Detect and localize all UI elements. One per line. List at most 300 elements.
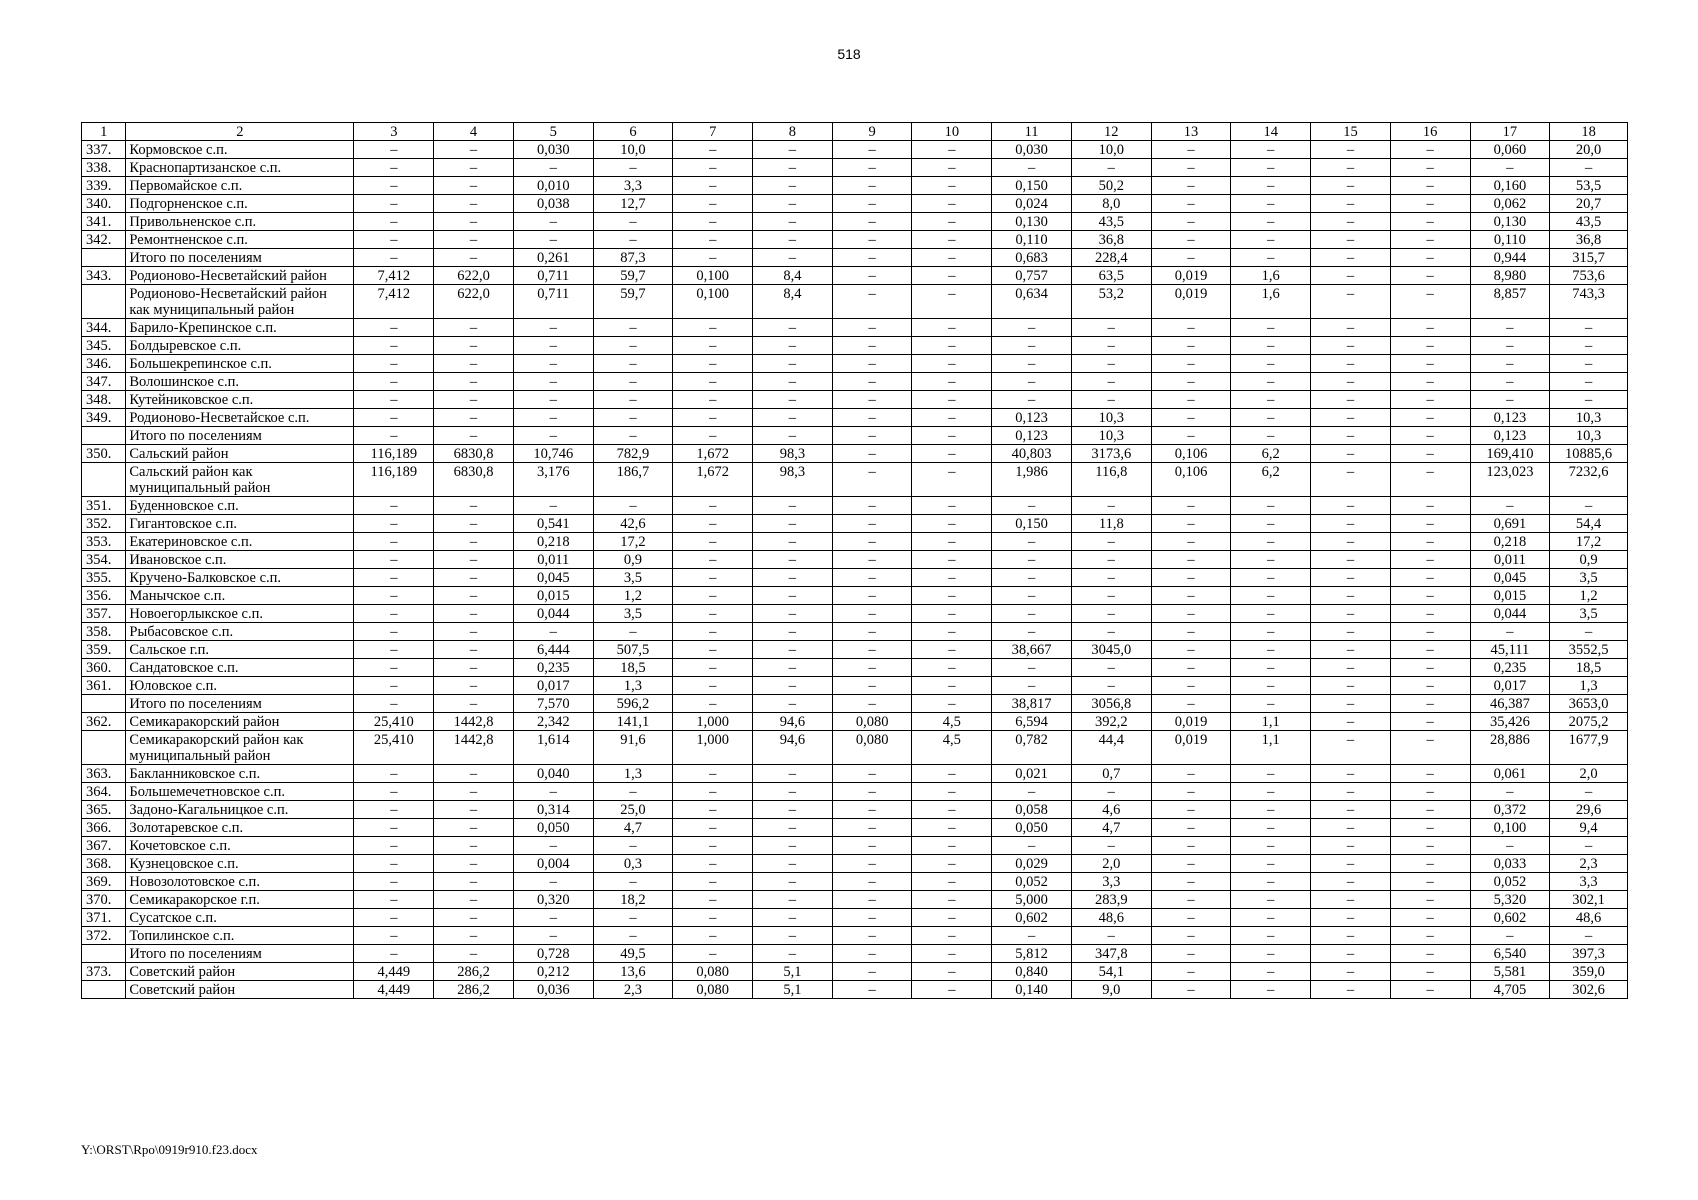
value-cell: – [354,373,434,391]
value-cell: – [992,783,1072,801]
value-cell: – [513,319,593,337]
value-cell: – [673,587,753,605]
value-cell: – [1311,551,1391,569]
column-number-header: 12 [1071,123,1151,141]
value-cell: – [1390,587,1470,605]
value-cell: – [832,837,912,855]
value-cell: – [1071,605,1151,623]
table-row [82,731,1628,765]
table-row [82,355,1628,373]
municipality-name: Итого по поселениям [126,427,354,445]
value-cell: – [354,355,434,373]
value-cell: 18,5 [1550,659,1628,677]
value-cell: 397,3 [1550,945,1628,963]
value-cell: – [832,533,912,551]
value-cell: 228,4 [1071,249,1151,267]
value-cell: – [1231,641,1311,659]
municipality-name: Большемечетновское с.п. [126,783,354,801]
value-cell: 0,038 [513,195,593,213]
value-cell: – [753,373,833,391]
value-cell: – [434,319,514,337]
value-cell: – [912,855,992,873]
row-number: 338. [82,159,126,177]
value-cell: – [1311,159,1391,177]
value-cell: – [753,551,833,569]
value-cell: – [593,427,673,445]
value-cell: – [1151,981,1231,999]
value-cell: – [513,623,593,641]
value-cell: – [673,569,753,587]
value-cell: – [1071,533,1151,551]
value-cell: 0,110 [992,231,1072,249]
value-cell: – [354,231,434,249]
value-cell: – [753,873,833,891]
value-cell: 43,5 [1071,213,1151,231]
value-cell: 0,235 [1470,659,1550,677]
value-cell: – [354,551,434,569]
value-cell: – [753,141,833,159]
value-cell: – [434,177,514,195]
table-row [82,533,1628,551]
value-cell: 0,372 [1470,801,1550,819]
value-cell: 3173,6 [1071,445,1151,463]
value-cell: – [434,677,514,695]
value-cell: 0,3 [593,855,673,873]
value-cell: 0,080 [673,963,753,981]
value-cell: – [673,677,753,695]
value-cell: 29,6 [1550,801,1628,819]
row-number [82,249,126,267]
column-number-header: 7 [673,123,753,141]
value-cell: – [354,587,434,605]
value-cell: 0,634 [992,285,1072,319]
value-cell: – [912,623,992,641]
value-cell: 1,6 [1231,285,1311,319]
value-cell: 4,6 [1071,801,1151,819]
value-cell: – [1231,855,1311,873]
value-cell: – [1470,159,1550,177]
value-cell: – [912,497,992,515]
value-cell: – [354,213,434,231]
value-cell: 315,7 [1550,249,1628,267]
value-cell: – [1231,765,1311,783]
value-cell: – [354,623,434,641]
value-cell: – [1151,765,1231,783]
municipality-name: Итого по поселениям [126,695,354,713]
value-cell: – [912,765,992,783]
value-cell: 0,015 [513,587,593,605]
value-cell: – [513,497,593,515]
value-cell: 3,5 [593,605,673,623]
column-number-header: 14 [1231,123,1311,141]
value-cell: – [832,195,912,213]
value-cell: – [1071,391,1151,409]
value-cell: – [832,213,912,231]
table-row [82,695,1628,713]
value-cell: – [912,177,992,195]
value-cell: – [354,337,434,355]
value-cell: 5,812 [992,945,1072,963]
value-cell: 0,045 [513,569,593,587]
value-cell: – [1231,801,1311,819]
value-cell: 6,594 [992,713,1072,731]
value-cell: – [434,551,514,569]
value-cell: 0,691 [1470,515,1550,533]
row-number: 368. [82,855,126,873]
value-cell: – [673,855,753,873]
value-cell: – [1470,319,1550,337]
value-cell: – [832,231,912,249]
value-cell: 0,080 [673,981,753,999]
value-cell: 1,1 [1231,713,1311,731]
value-cell: – [912,783,992,801]
value-cell: – [354,837,434,855]
value-cell: 0,019 [1151,267,1231,285]
value-cell: – [1071,319,1151,337]
value-cell: – [434,409,514,427]
value-cell: – [434,659,514,677]
table-row [82,819,1628,837]
value-cell: – [1151,249,1231,267]
value-cell: – [1311,891,1391,909]
value-cell: – [354,927,434,945]
value-cell: – [1390,249,1470,267]
value-cell: 0,261 [513,249,593,267]
value-cell: – [1390,515,1470,533]
value-cell: – [434,837,514,855]
value-cell: 2,3 [593,981,673,999]
value-cell: – [1151,533,1231,551]
value-cell: – [832,445,912,463]
value-cell: – [1390,819,1470,837]
row-number: 346. [82,355,126,373]
value-cell: – [434,945,514,963]
value-cell: 1442,8 [434,731,514,765]
value-cell: – [832,605,912,623]
value-cell: 10,3 [1071,409,1151,427]
value-cell: 48,6 [1550,909,1628,927]
value-cell: 0,602 [992,909,1072,927]
table-row [82,641,1628,659]
value-cell: 59,7 [593,267,673,285]
value-cell: – [1390,677,1470,695]
value-cell: – [912,873,992,891]
row-number: 347. [82,373,126,391]
value-cell: 0,019 [1151,713,1231,731]
value-cell: 10,3 [1550,409,1628,427]
value-cell: – [832,963,912,981]
row-number: 352. [82,515,126,533]
value-cell: 12,7 [593,195,673,213]
value-cell: 0,061 [1470,765,1550,783]
value-cell: – [912,677,992,695]
value-cell: – [992,605,1072,623]
value-cell: 3,5 [1550,569,1628,587]
value-cell: 36,8 [1071,231,1151,249]
value-cell: 0,058 [992,801,1072,819]
value-cell: – [354,249,434,267]
value-cell: – [1390,551,1470,569]
value-cell: – [992,497,1072,515]
value-cell: – [1550,337,1628,355]
value-cell: – [753,837,833,855]
value-cell: – [1151,551,1231,569]
row-number: 362. [82,713,126,731]
column-number-header: 8 [753,123,833,141]
table-row [82,445,1628,463]
value-cell: – [1550,373,1628,391]
municipality-name: Кузнецовское с.п. [126,855,354,873]
value-cell: – [1071,783,1151,801]
value-cell: – [1390,623,1470,641]
value-cell: 6830,8 [434,463,514,497]
value-cell: – [912,391,992,409]
value-cell: 0,320 [513,891,593,909]
value-cell: 6,444 [513,641,593,659]
value-cell: – [1151,141,1231,159]
value-cell: – [912,551,992,569]
value-cell: – [434,873,514,891]
value-cell: 0,218 [513,533,593,551]
value-cell: – [1231,355,1311,373]
value-cell: – [912,981,992,999]
value-cell: – [1071,497,1151,515]
municipality-name: Сальский район [126,445,354,463]
value-cell: 9,4 [1550,819,1628,837]
value-cell: – [753,409,833,427]
value-cell: – [354,641,434,659]
value-cell: 6830,8 [434,445,514,463]
value-cell: – [1151,783,1231,801]
table-row [82,569,1628,587]
value-cell: – [1151,927,1231,945]
value-cell: – [753,801,833,819]
value-cell: – [1390,319,1470,337]
value-cell: – [1390,963,1470,981]
value-cell: – [1311,319,1391,337]
row-number: 341. [82,213,126,231]
value-cell: – [992,373,1072,391]
value-cell: – [753,497,833,515]
value-cell: – [1470,783,1550,801]
value-cell: – [912,463,992,497]
municipality-name: Рыбасовское с.п. [126,623,354,641]
table-row [82,783,1628,801]
value-cell: – [593,873,673,891]
value-cell: – [1390,641,1470,659]
value-cell: 0,044 [513,605,593,623]
value-cell: – [593,373,673,391]
value-cell: – [912,605,992,623]
value-cell: – [354,945,434,963]
table-row [82,551,1628,569]
value-cell: – [513,783,593,801]
value-cell: – [1231,605,1311,623]
value-cell: – [1231,213,1311,231]
value-cell: – [513,355,593,373]
value-cell: 0,062 [1470,195,1550,213]
value-cell: – [1390,373,1470,391]
value-cell: – [673,195,753,213]
value-cell: – [753,677,833,695]
value-cell: – [434,141,514,159]
value-cell: 3056,8 [1071,695,1151,713]
municipality-name: Ремонтненское с.п. [126,231,354,249]
value-cell: – [1231,249,1311,267]
value-cell: – [673,337,753,355]
value-cell: – [912,285,992,319]
value-cell: – [1231,141,1311,159]
value-cell: – [753,159,833,177]
value-cell: 0,150 [992,177,1072,195]
value-cell: 0,029 [992,855,1072,873]
value-cell: – [354,569,434,587]
table-row [82,963,1628,981]
value-cell: 0,033 [1470,855,1550,873]
value-cell: – [434,623,514,641]
value-cell: 49,5 [593,945,673,963]
value-cell: 1,6 [1231,267,1311,285]
municipality-name: Родионово-Несветайский район как муниципальный район [126,285,354,319]
value-cell: – [912,249,992,267]
value-cell: – [1550,391,1628,409]
value-cell: – [1151,587,1231,605]
table-row [82,373,1628,391]
value-cell: – [1311,713,1391,731]
value-cell: – [832,909,912,927]
value-cell: 0,218 [1470,533,1550,551]
value-cell: – [434,337,514,355]
value-cell: – [832,677,912,695]
value-cell: – [434,497,514,515]
value-cell: – [1231,659,1311,677]
value-cell: – [1550,355,1628,373]
value-cell: – [1231,981,1311,999]
value-cell: 3045,0 [1071,641,1151,659]
row-number: 350. [82,445,126,463]
value-cell: – [1231,515,1311,533]
value-cell: – [753,213,833,231]
value-cell: – [1151,605,1231,623]
value-cell: – [912,801,992,819]
row-number: 371. [82,909,126,927]
value-cell: – [513,159,593,177]
value-cell: – [593,213,673,231]
value-cell: – [1071,587,1151,605]
value-cell: – [1151,641,1231,659]
value-cell: – [912,445,992,463]
value-cell: – [912,159,992,177]
value-cell: – [354,177,434,195]
value-cell: – [1231,927,1311,945]
table-row [82,195,1628,213]
value-cell: 302,1 [1550,891,1628,909]
value-cell: – [1231,533,1311,551]
value-cell: – [912,837,992,855]
value-cell: – [1311,391,1391,409]
value-cell: – [513,373,593,391]
value-cell: 0,728 [513,945,593,963]
value-cell: 0,123 [1470,427,1550,445]
value-cell: – [1151,855,1231,873]
value-cell: – [832,285,912,319]
value-cell: – [1390,141,1470,159]
value-cell: 5,1 [753,981,833,999]
value-cell: – [832,873,912,891]
value-cell: 9,0 [1071,981,1151,999]
municipality-name: Манычское с.п. [126,587,354,605]
table-row [82,837,1628,855]
value-cell: – [354,695,434,713]
value-cell: 0,100 [673,285,753,319]
value-cell: – [1550,783,1628,801]
value-cell: 0,021 [992,765,1072,783]
value-cell: 0,110 [1470,231,1550,249]
value-cell: – [912,373,992,391]
row-number [82,463,126,497]
table-row [82,213,1628,231]
value-cell: – [832,373,912,391]
value-cell: 36,8 [1550,231,1628,249]
value-cell: 4,705 [1470,981,1550,999]
value-cell: – [1390,267,1470,285]
value-cell: – [753,249,833,267]
value-cell: 17,2 [593,533,673,551]
value-cell: – [832,927,912,945]
municipality-name: Привольненское с.п. [126,213,354,231]
value-cell: 0,150 [992,515,1072,533]
municipality-name: Родионово-Несветайское с.п. [126,409,354,427]
value-cell: – [1550,623,1628,641]
value-cell: – [354,409,434,427]
value-cell: 5,1 [753,963,833,981]
value-cell: 2,0 [1071,855,1151,873]
value-cell: – [593,783,673,801]
value-cell: – [673,819,753,837]
value-cell: – [1470,391,1550,409]
municipality-name: Сандатовское с.п. [126,659,354,677]
value-cell: 1,672 [673,445,753,463]
value-cell: – [1151,497,1231,515]
column-number-header: 4 [434,123,514,141]
value-cell: – [912,891,992,909]
table-row [82,765,1628,783]
municipality-name: Екатериновское с.п. [126,533,354,551]
value-cell: 54,4 [1550,515,1628,533]
table-row [82,605,1628,623]
value-cell: – [1151,891,1231,909]
value-cell: – [1470,927,1550,945]
value-cell: – [434,891,514,909]
footer-file-path: Y:\ORST\Rpo\0919r910.f23.docx [81,1142,258,1157]
value-cell: – [753,945,833,963]
value-cell: – [753,355,833,373]
value-cell: – [1231,569,1311,587]
value-cell: – [912,337,992,355]
value-cell: – [434,765,514,783]
value-cell: – [1390,159,1470,177]
value-cell: – [1231,337,1311,355]
table-row [82,873,1628,891]
value-cell: – [1151,945,1231,963]
value-cell: – [1311,569,1391,587]
value-cell: – [1231,623,1311,641]
value-cell: 1,000 [673,731,753,765]
value-cell: – [912,355,992,373]
municipality-name: Семикаракорский район как муниципальный район [126,731,354,765]
value-cell: – [1151,427,1231,445]
value-cell: – [513,909,593,927]
